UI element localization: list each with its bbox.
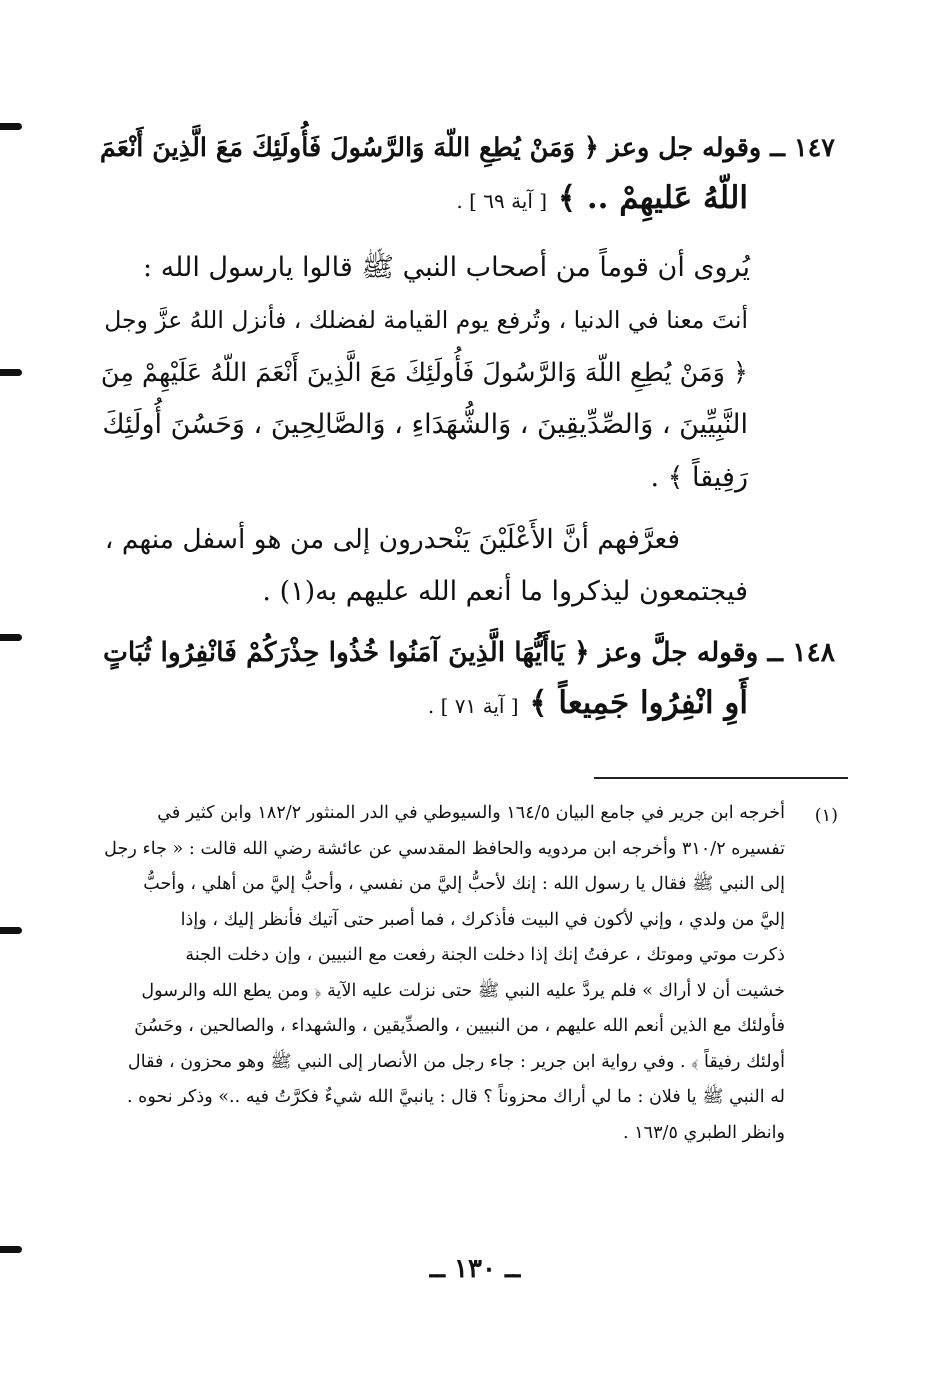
- footnote-line: ذكرت موتي وموتك ، عرفتُ إنك إذا دخلت الجنة رفعت مع النبيين ، وإن دخلت الجنة: [185, 945, 785, 965]
- footnote-line: وانظر الطبري ١٦٣/٥ .: [623, 1123, 785, 1143]
- binding-mark: [0, 1246, 22, 1253]
- item-148-verse-end: أَوِ انْفِرُوا جَمِيعاً ﴾: [529, 685, 748, 721]
- footnote-line: أخرجه ابن جرير في جامع البيان ١٦٤/٥ والسيوطي في الدر المنثور ١٨٢/٢ وابن كثير في: [157, 803, 785, 823]
- binding-mark: [0, 369, 22, 376]
- item-148-heading-line-2: [428, 683, 748, 726]
- item-147-heading-line-2: [456, 178, 748, 221]
- footnote-line: تفسيره ٣١٠/٢ وأخرجه ابن مردويه والحافظ المقدسي عن عائشة رضي الله قالت : « جاء رجل: [104, 839, 785, 859]
- binding-mark: [0, 634, 22, 641]
- commentary-2-line: فيجتمعون ليذكروا ما أنعم الله عليهم به(١) .: [262, 576, 748, 607]
- footnote-line: له النبي ﷺ يا فلان : ما لي أراك محزوناً ؟ قال : يانبيَّ الله شيءٌ فكرَّتُ فيه ..» وذكر نحوه .: [126, 1087, 785, 1107]
- footnote-line: إلى النبي ﷺ فقال يا رسول الله : إنك لأحبُّ إليَّ من نفسي ، وأحبُّ إليَّ من أهلي ، وأحبُّ: [143, 874, 785, 894]
- footnote-line: إليَّ من ولدي ، وإني لأكون في البيت فأذكرك ، فما أصبر حتى آتيك فأنظر إليك ، وإذا: [180, 910, 785, 930]
- page-number: ــ ١٣٠ ــ: [429, 1254, 521, 1284]
- binding-mark: [0, 123, 22, 130]
- footnote-line: فأولئك مع الذين أنعم الله عليهم ، من النبيين ، والصدِّيقين ، والشهداء ، والصالحين ، وحَسُنَ: [134, 1016, 785, 1036]
- commentary-1-line: أنتَ معنا في الدنيا ، وتُرفع يوم القيامة لفضلك ، فأنزل اللهُ عزَّ وجل: [104, 306, 748, 334]
- footnote-separator: [594, 777, 848, 779]
- commentary-2-line: فعرَّفهم أنَّ الأَعْلَيْنَ يَنْحدرون إلى من هو أسفل منهم ،: [104, 524, 680, 555]
- item-147-verse-end: اللّهُ عَليهِمْ .. ﴾: [557, 180, 748, 216]
- commentary-1-line: يُروى أن قوماً من أصحاب النبي ﷺ قالوا يارسول الله :: [143, 252, 750, 283]
- binding-mark: [0, 927, 22, 934]
- footnote-number: (١): [814, 806, 838, 826]
- footnote-line: خشيت أن لا أراك » فلم يردَّ عليه النبي ﷺ حتى نزلت عليه الآية ﴿ ومن يطع الله والرسول: [141, 981, 785, 1001]
- item-148-heading-line-1: ١٤٨ ــ وقوله جلَّ وعز ﴿ يَاأَيُّهَا الَّذِينَ آمَنُوا خُذُوا حِذْرَكُمْ فَانْفِرُوا ثُبَاتٍ: [102, 637, 835, 668]
- item-148-verse-reference: [ آية ٧١ ] .: [427, 694, 519, 718]
- commentary-1-line: رَفِيقاً ﴾ .: [650, 462, 748, 493]
- commentary-1-line: ﴿ وَمَنْ يُطِعِ اللّهَ وَالرَّسُولَ فَأُولَئِكَ مَعَ الَّذِينَ أَنْعَمَ اللّهُ عَلَيْهِمْ مِنَ: [100, 358, 748, 388]
- commentary-1-line: النَّبِيِّينَ ، وَالصِّدِّيقِينَ ، وَالشُّهَدَاءِ ، وَالصَّالِحِينَ ، وَحَسُنَ أُولَئِكَ: [102, 409, 748, 440]
- footnote-line: أولئك رفيقاً ﴾ . وفي رواية ابن جرير : جاء رجل من الأنصار إلى النبي ﷺ وهو محزون ، فقال: [127, 1052, 785, 1072]
- item-147-verse-reference: [ آية ٦٩ ] .: [456, 189, 548, 213]
- item-147-heading-line-1: ١٤٧ ــ وقوله جل وعز ﴿ وَمَنْ يُطِعِ اللّهَ وَالرَّسُولَ فَأُولَئِكَ مَعَ الَّذِينَ أَنْعَمَ: [99, 133, 835, 163]
